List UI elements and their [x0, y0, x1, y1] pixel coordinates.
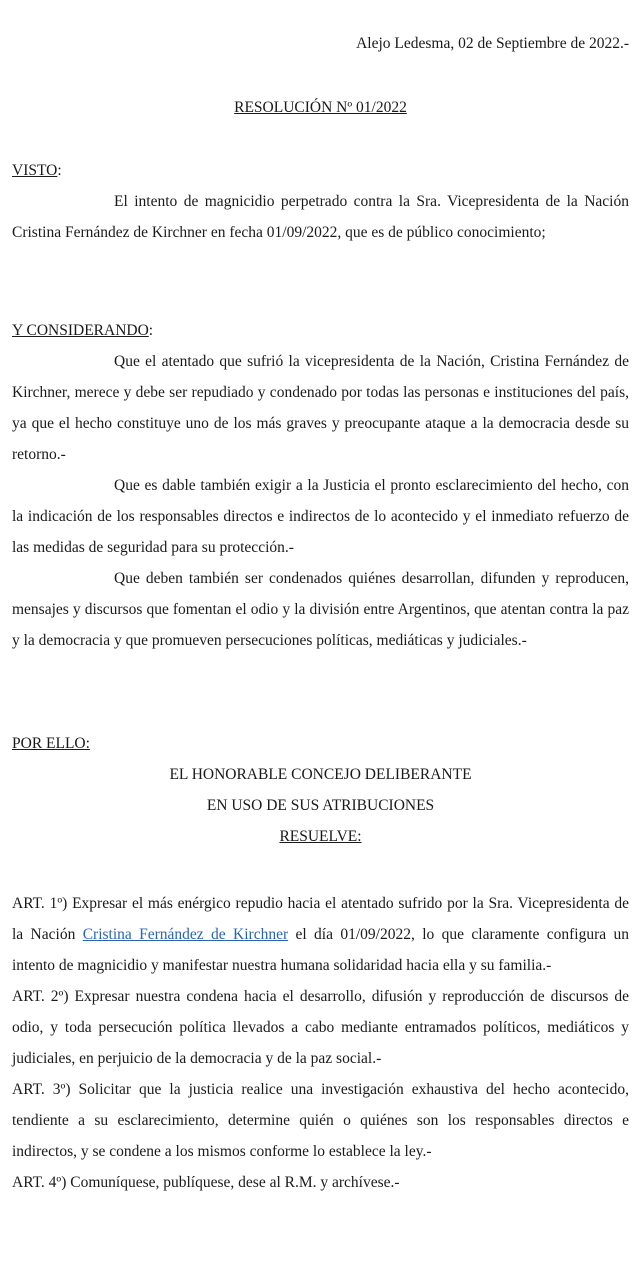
cfk-link[interactable]: Cristina Fernández de Kirchner: [82, 926, 289, 943]
dateline: Alejo Ledesma, 02 de Septiembre de 2022.-: [356, 35, 629, 52]
visto-section: [12, 155, 629, 248]
council-powers: EN USO DE SUS ATRIBUCIONES: [206, 797, 435, 814]
por-ello-heading: POR ELLO:: [12, 735, 90, 752]
considerando-paragraph-1: Que el atentado que sufrió la vicepresidenta de la Nación, Cristina Fernández de Kirchner, merece y debe ser repudiado y condenado por todas las personas e instituciones del país, ya que el hecho constituye uno de los más graves y preocupante ataque a la democracia desde su retorno.-: [12, 353, 629, 463]
articles-section: [12, 888, 629, 1198]
visto-text: El intento de magnicidio perpetrado contra la Sra. Vicepresidenta de la Nación Cristina Fernández de Kirchner en fecha 01/09/2022, que es de público conocimiento;: [12, 193, 629, 241]
considerando-heading-line: [12, 315, 629, 346]
council-block: [12, 759, 629, 852]
visto-heading-line: [12, 155, 629, 186]
article-4: ART. 4º) Comuníquese, publíquese, dese al R.M. y archívese.-: [12, 1174, 400, 1191]
article-1: [12, 888, 629, 981]
resuelve-heading: [12, 821, 629, 852]
considerando-heading: Y CONSIDERANDO: [12, 322, 149, 339]
considerando-paragraph-3: Que deben también ser condenados quiénes desarrollan, difunden y reproducen, mensajes y discursos que fomentan el odio y la división entre Argentinos, que atentan contra la paz y la democracia y que promueven persecuciones políticas, mediáticas y judiciales.-: [12, 570, 629, 649]
considerando-section: [12, 315, 629, 656]
council-name: EL HONORABLE CONCEJO DELIBERANTE: [169, 766, 472, 783]
visto-heading: VISTO: [12, 162, 58, 179]
article-2: ART. 2º) Expresar nuestra condena hacia el desarrollo, difusión y reproducción de discursos de odio, y toda persecución política llevados a cabo mediante entramados políticos, mediáticos y judiciales, en perjuicio de la democracia y de la paz social.-: [12, 988, 629, 1067]
por-ello-section: [12, 728, 629, 759]
considerando-paragraph-2: Que es dable también exigir a la Justicia el pronto esclarecimiento del hecho, con la indicación de los responsables directos e indirectos de lo acontecido y el inmediato refuerzo de las medidas de seguridad para su protección.-: [12, 477, 629, 556]
resuelve-text: RESUELVE:: [279, 828, 362, 845]
considerando-colon: :: [148, 322, 154, 339]
article-1-text-after: el día 01/09/2022, lo que claramente configura un intento de magnicidio y manifestar nuestra humana solidaridad hacia ella y su familia.-: [12, 926, 629, 974]
article-1-text-before: ART. 1º) Expresar el más enérgico repudio hacia el atentado sufrido por la Sra. Vicepresidenta de la Nación: [12, 895, 629, 943]
article-3: ART. 3º) Solicitar que la justicia realice una investigación exhaustiva del hecho acontecido, tendiente a su esclarecimiento, determine quién o quiénes son los responsables directos e indirectos, y se condene a los mismos conforme lo establece la ley.-: [12, 1081, 629, 1160]
visto-colon: :: [57, 162, 62, 179]
resolution-title: RESOLUCIÓN Nº 01/2022: [234, 99, 407, 116]
